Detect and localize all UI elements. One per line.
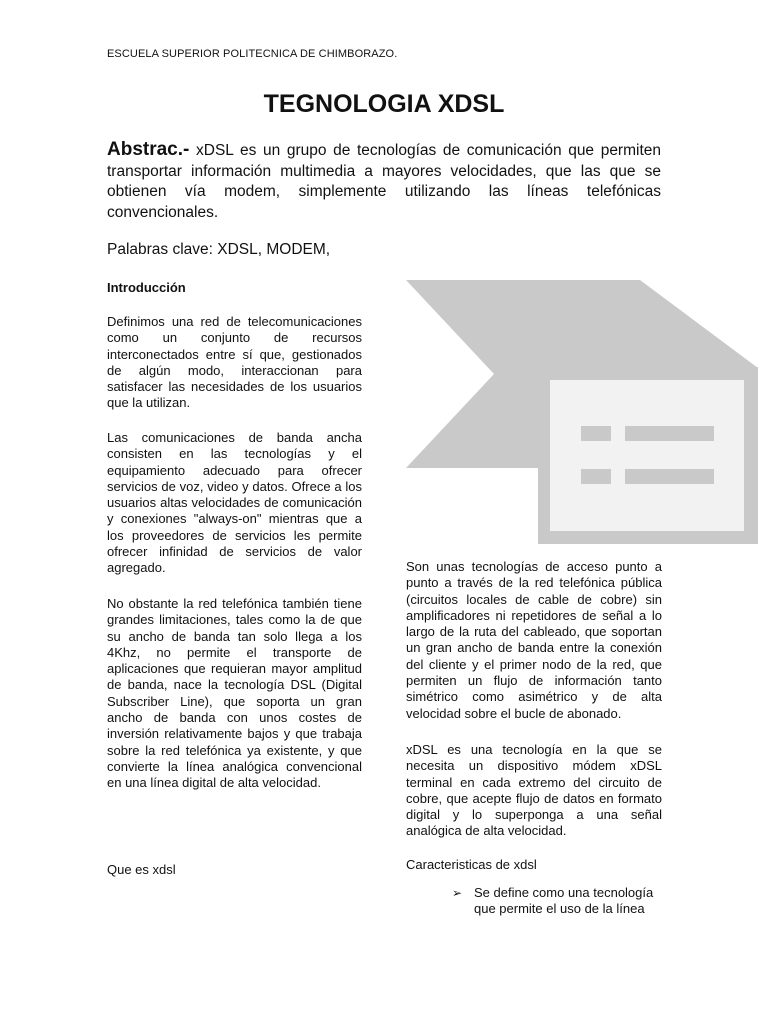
- image-placeholder-icon: [404, 278, 758, 546]
- abstract-text: xDSL es un grupo de tecnologías de comunicación que permiten transportar información multimedia a mayores velocidades, que las que se obtienen vía modem, simplemente utilizando las líneas telefónicas convencionales.: [107, 142, 661, 221]
- placeholder-line: [581, 426, 611, 441]
- body-paragraph-text: Son unas tecnologías de acceso punto a punto a través de la red telefónica pública (circuitos locales de cable de cobre) sin amplificadores ni repetidores de señal a lo largo de la ruta del cableado, que soportan un gran ancho de banda entre la conexión del cliente y el primer nodo de la red, que permiten un flujo de información tanto simétrico como asimétrico y de alta velocidad sobre el bucle de abonado.: [406, 559, 662, 721]
- body-paragraph: [406, 559, 662, 722]
- arrowhead-bullet-icon: ➢: [452, 886, 463, 900]
- intro-paragraph: [107, 314, 362, 412]
- placeholder-line: [581, 469, 611, 484]
- placeholder-line: [625, 426, 714, 441]
- intro-paragraph-text: Definimos una red de telecomunicaciones como un conjunto de recursos interconectados entre sí que, gestionados de algún modo, interaccionan para satisfacer las necesidades de los usuarios que la utilizan.: [107, 314, 362, 411]
- body-paragraph: [406, 742, 662, 840]
- keywords: Palabras clave: XDSL, MODEM,: [107, 241, 331, 258]
- intro-paragraph-text: No obstante la red telefónica también tiene grandes limitaciones, tales como la de que su ancho de banda tan solo llega a los 4Khz, no permite el transporte de aplicaciones que requieran mayor amplitud de banda, nace la tecnología DSL (Digital Subscriber Line), que soporta un gran ancho de banda con unos costes de inversión relativamente bajos y que trabaja sobre la red telefónica ya existente, y que convierte la línea analógica convencional en una línea digital de alta velocidad.: [107, 596, 362, 791]
- section-heading-caracteristicas: Caracteristicas de xdsl: [406, 857, 537, 872]
- list-item-text: Se define como una tecnología que permite el uso de la línea: [474, 885, 654, 917]
- abstract: [107, 140, 661, 223]
- section-heading-que-es: Que es xdsl: [107, 862, 176, 877]
- intro-paragraph: [107, 430, 362, 577]
- placeholder-inner: [550, 380, 744, 531]
- school-header: ESCUELA SUPERIOR POLITECNICA DE CHIMBORAZO.: [107, 48, 398, 60]
- intro-paragraph-text: Las comunicaciones de banda ancha consisten en las tecnologías y el equipamiento adecuado para ofrecer servicios de voz, video y datos. Ofrece a los usuarios altas velocidades de comunicación y conexiones "always-on" mientras que a los proveedores de servicios les permite ofrecer infinidad de servicios de valor agregado.: [107, 430, 362, 576]
- intro-paragraph: [107, 596, 362, 792]
- document-title: TEGNOLOGIA XDSL: [263, 90, 505, 118]
- abstract-label: Abstrac.-: [107, 139, 190, 160]
- introduction-heading: Introducción: [107, 280, 186, 295]
- body-paragraph-text: xDSL es una tecnología en la que se necesita un dispositivo módem xDSL terminal en cada extremo del circuito de cobre, que acepte flujo de datos en formato digital y lo superponga a una señal analógica de alta velocidad.: [406, 742, 662, 839]
- placeholder-line: [625, 469, 714, 484]
